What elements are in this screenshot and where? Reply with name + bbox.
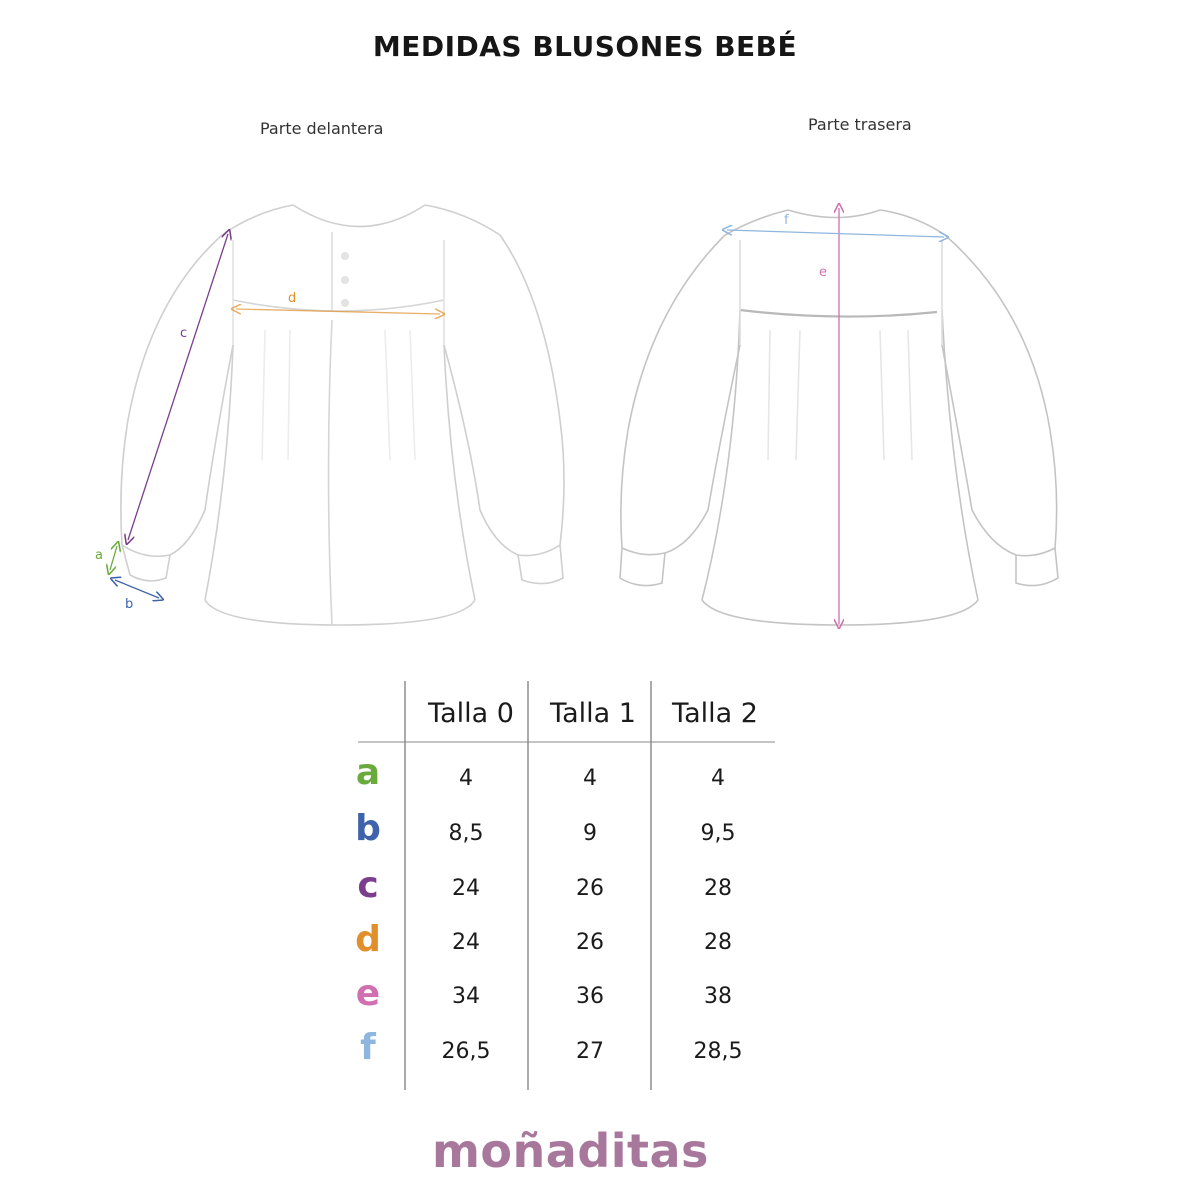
table-cell: 24 <box>452 930 480 955</box>
table-cell: 24 <box>452 876 480 901</box>
measure-f-mark: f <box>784 213 789 228</box>
table-cell: 9,5 <box>700 821 736 846</box>
table-cell: 9 <box>583 821 597 846</box>
front-garment <box>121 205 564 625</box>
table-cell: 4 <box>459 766 473 791</box>
column-header-talla-1: Talla 1 <box>550 698 636 729</box>
measure-c-mark: c <box>180 326 188 341</box>
measure-c-arrow <box>128 234 228 540</box>
table-cell: 28 <box>704 876 732 901</box>
measure-b-arrow <box>115 580 159 598</box>
table-cell: 4 <box>583 766 597 791</box>
table-cell: 34 <box>452 984 480 1009</box>
table-cell: 26 <box>576 876 604 901</box>
column-header-talla-2: Talla 2 <box>672 698 758 729</box>
measure-a-mark: a <box>95 548 103 563</box>
row-letter-c: c <box>357 865 379 906</box>
table-cell: 28,5 <box>693 1039 743 1064</box>
measure-a-arrow <box>110 546 117 570</box>
row-letter-e: e <box>355 973 381 1014</box>
row-letter-d: d <box>355 919 381 960</box>
page-title: MEDIDAS BLUSONES BEBÉ <box>372 30 798 63</box>
table-cell: 8,5 <box>448 821 484 846</box>
table-cell: 27 <box>576 1039 604 1064</box>
table-cell: 26 <box>576 930 604 955</box>
row-letter-b: b <box>355 808 381 849</box>
measure-e-mark: e <box>819 265 827 280</box>
table-cell: 28 <box>704 930 732 955</box>
table-cell: 26,5 <box>441 1039 491 1064</box>
measure-d-mark: d <box>288 291 297 306</box>
row-letter-a: a <box>355 752 381 793</box>
measure-f-arrow <box>727 230 944 237</box>
front-view-label: Parte delantera <box>260 119 384 138</box>
table-cell: 36 <box>576 984 604 1009</box>
measure-d-arrow <box>236 309 440 314</box>
back-view-label: Parte trasera <box>808 115 912 134</box>
column-header-talla-0: Talla 0 <box>428 698 514 729</box>
table-cell: 4 <box>711 766 725 791</box>
row-letter-f: f <box>360 1027 376 1068</box>
front-buttons <box>341 252 349 307</box>
brand-logo: moñaditas <box>432 1124 709 1178</box>
measure-b-mark: b <box>125 597 134 612</box>
table-cell: 38 <box>704 984 732 1009</box>
